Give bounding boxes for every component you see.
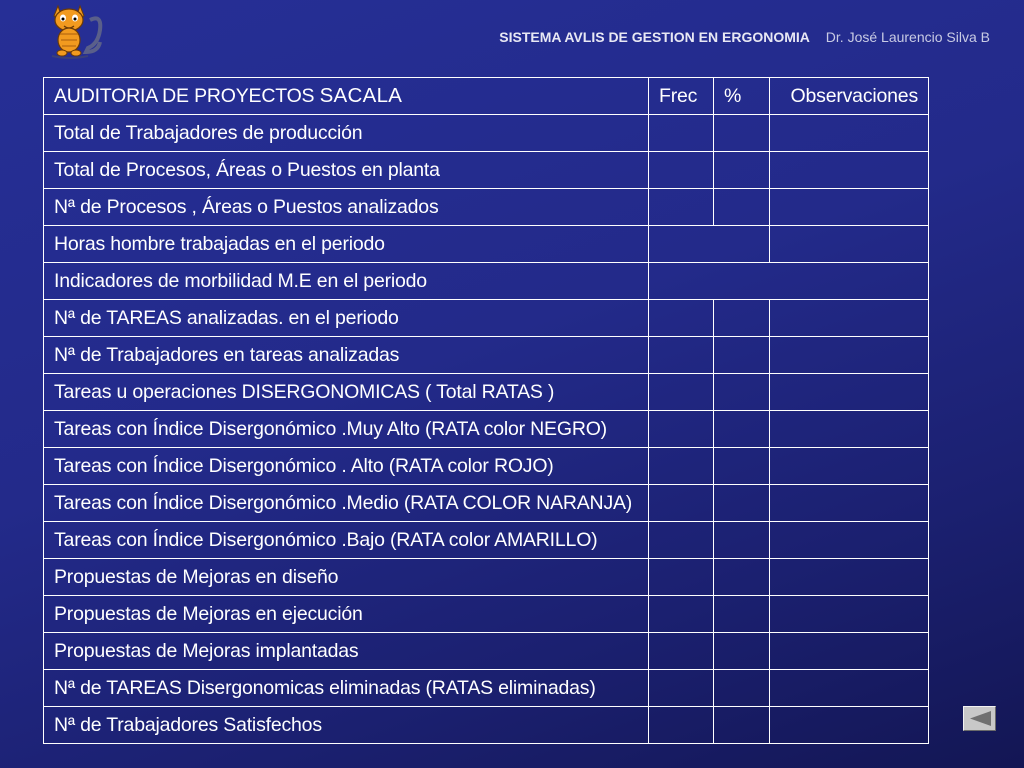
row-label: Propuestas de Mejoras en diseño	[44, 559, 649, 596]
table-row	[44, 115, 929, 152]
cell-percent	[714, 448, 770, 485]
cell-frec-percent-observaciones	[649, 263, 929, 300]
row-label: Tareas u operaciones DISERGONOMICAS ( Total RATAS )	[44, 374, 649, 411]
cell-percent	[714, 485, 770, 522]
cell-observaciones	[770, 522, 929, 559]
table-row	[44, 152, 929, 189]
cell-percent	[714, 670, 770, 707]
cell-observaciones	[770, 707, 929, 744]
page-header	[499, 29, 990, 45]
cell-frec	[649, 707, 714, 744]
row-label: Nª de Procesos , Áreas o Puestos analizados	[44, 189, 649, 226]
table-row	[44, 263, 929, 300]
cell-percent	[714, 152, 770, 189]
cell-percent	[714, 189, 770, 226]
cell-observaciones	[770, 559, 929, 596]
row-label: Total de Trabajadores de producción	[44, 115, 649, 152]
column-header-title	[44, 78, 649, 115]
cell-frec	[649, 300, 714, 337]
cell-frec	[649, 337, 714, 374]
system-title: SISTEMA AVLIS DE GESTION EN ERGONOMIA	[499, 29, 810, 45]
row-label: Horas hombre trabajadas en el periodo	[44, 226, 649, 263]
cell-frec	[649, 559, 714, 596]
row-label: Propuestas de Mejoras implantadas	[44, 633, 649, 670]
cell-percent	[714, 633, 770, 670]
cell-frec	[649, 485, 714, 522]
row-label: Tareas con Índice Disergonómico .Muy Alto (RATA color NEGRO)	[44, 411, 649, 448]
cell-observaciones	[770, 411, 929, 448]
cell-observaciones	[770, 633, 929, 670]
audit-table	[43, 77, 929, 744]
table-row	[44, 485, 929, 522]
cell-observaciones	[770, 337, 929, 374]
column-header-frec: Frec	[649, 78, 714, 115]
column-header-observaciones: Observaciones	[770, 78, 929, 115]
row-label: Tareas con Índice Disergonómico .Medio (RATA COLOR NARANJA)	[44, 485, 649, 522]
row-label: Tareas con Índice Disergonómico . Alto (RATA color ROJO)	[44, 448, 649, 485]
cell-observaciones	[770, 152, 929, 189]
author-name: Dr. José Laurencio Silva B	[825, 29, 990, 45]
cell-frec	[649, 633, 714, 670]
table-row	[44, 337, 929, 374]
cell-frec	[649, 411, 714, 448]
cell-frec-percent	[649, 226, 770, 263]
table-row	[44, 707, 929, 744]
cell-frec	[649, 596, 714, 633]
cell-percent	[714, 411, 770, 448]
cell-percent	[714, 337, 770, 374]
back-button[interactable]	[963, 706, 996, 731]
table-row	[44, 670, 929, 707]
table-row	[44, 522, 929, 559]
cell-observaciones	[770, 189, 929, 226]
table-row	[44, 596, 929, 633]
cell-percent	[714, 522, 770, 559]
column-header-percent: %	[714, 78, 770, 115]
cell-frec	[649, 115, 714, 152]
cell-percent	[714, 374, 770, 411]
row-label: Tareas con Índice Disergonómico .Bajo (RATA color AMARILLO)	[44, 522, 649, 559]
back-arrow-icon	[968, 710, 992, 727]
table-row	[44, 226, 929, 263]
row-label: Nª de TAREAS Disergonomicas eliminadas (RATAS eliminadas)	[44, 670, 649, 707]
table-row	[44, 559, 929, 596]
cell-frec	[649, 670, 714, 707]
cell-percent	[714, 115, 770, 152]
cell-percent	[714, 596, 770, 633]
table-row	[44, 189, 929, 226]
cell-frec	[649, 152, 714, 189]
table-title: AUDITORIA DE PROYECTOS	[54, 85, 320, 107]
row-label: Indicadores de morbilidad M.E en el periodo	[44, 263, 649, 300]
table-row	[44, 633, 929, 670]
table-row	[44, 448, 929, 485]
cell-observaciones	[770, 226, 929, 263]
table-row	[44, 300, 929, 337]
cell-observaciones	[770, 300, 929, 337]
cell-observaciones	[770, 115, 929, 152]
cell-percent	[714, 300, 770, 337]
row-label: Total de Procesos, Áreas o Puestos en planta	[44, 152, 649, 189]
cell-observaciones	[770, 448, 929, 485]
cell-observaciones	[770, 670, 929, 707]
table-row	[44, 411, 929, 448]
cell-frec	[649, 189, 714, 226]
table-title-strong: SACALA	[319, 84, 403, 107]
row-label: Nª de TAREAS analizadas. en el periodo	[44, 300, 649, 337]
row-label: Nª de Trabajadores Satisfechos	[44, 707, 649, 744]
cell-frec	[649, 374, 714, 411]
cell-observaciones	[770, 485, 929, 522]
table-row	[44, 374, 929, 411]
cell-percent	[714, 559, 770, 596]
table-header-row	[44, 78, 929, 115]
cell-frec	[649, 522, 714, 559]
row-label: Propuestas de Mejoras en ejecución	[44, 596, 649, 633]
row-label: Nª de Trabajadores en tareas analizadas	[44, 337, 649, 374]
cell-percent	[714, 707, 770, 744]
cell-observaciones	[770, 596, 929, 633]
cat-mascot-icon	[40, 0, 110, 62]
cell-frec	[649, 448, 714, 485]
cell-observaciones	[770, 374, 929, 411]
